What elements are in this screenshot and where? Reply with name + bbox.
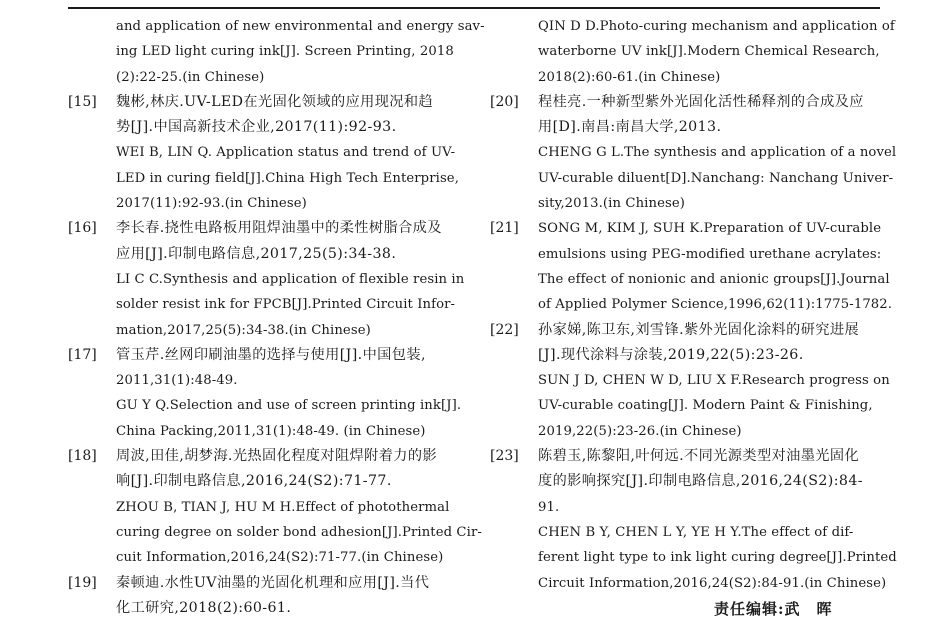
reference-number: [16]	[68, 220, 97, 237]
reference-line: [J].现代涂料与涂装,2019,22(5):23-26.	[538, 346, 804, 363]
reference-line: 管玉芹.丝网印刷油墨的选择与使用[J].中国包装,	[116, 346, 426, 363]
reference-line: ferent light type to ink light curing degree[J].Printed	[538, 550, 897, 566]
reference-line: 2018(2):60-61.(in Chinese)	[538, 69, 721, 85]
reference-number: [21]	[490, 220, 519, 237]
reference-line: (2):22-25.(in Chinese)	[116, 69, 265, 85]
reference-line: 程桂亮.一种新型紫外光固化活性稀释剂的合成及应	[538, 93, 864, 110]
reference-line: 响[J].印制电路信息,2016,24(S2):71-77.	[116, 473, 392, 490]
reference-line: sity,2013.(in Chinese)	[538, 196, 685, 212]
reference-line: 李长春.挠性电路板用阻焊油墨中的柔性树脂合成及	[116, 220, 442, 237]
reference-number: [17]	[68, 346, 97, 363]
reference-line: China Packing,2011,31(1):48-49. (in Chinese)	[116, 423, 426, 439]
reference-line: Circuit Information,2016,24(S2):84-91.(in Chinese)	[538, 575, 887, 591]
reference-line: 2011,31(1):48-49.	[116, 373, 238, 389]
reference-line: ing LED light curing ink[J]. Screen Printing, 2018	[116, 44, 454, 60]
reference-line: emulsions using PEG-modified urethane acrylates:	[538, 246, 882, 262]
left-column	[68, 14, 485, 621]
reference-line: curing degree on solder bond adhesion[J].Printed Cir-	[116, 524, 482, 540]
reference-line: LI C C.Synthesis and application of flexible resin in	[116, 271, 465, 287]
reference-entry	[490, 318, 900, 444]
reference-line: The effect of nonionic and anionic groups[J].Journal	[538, 271, 890, 287]
reference-number: [15]	[68, 93, 97, 110]
reference-entry	[490, 216, 900, 317]
reference-line: 秦顿迪.水性UV油墨的光固化机理和应用[J].当代	[116, 574, 430, 591]
reference-line: 陈碧玉,陈黎阳,叶何远.不同光源类型对油墨光固化	[538, 448, 860, 465]
right-column	[490, 14, 900, 596]
reference-line: 孙家娣,陈卫东,刘雪锋.紫外光固化涂料的研究进展	[538, 321, 860, 338]
reference-line: 91.	[538, 499, 560, 515]
reference-line: and application of new environmental and energy sav-	[116, 19, 485, 34]
reference-line: of Applied Polymer Science,1996,62(11):1775-1782.	[538, 297, 893, 313]
reference-line: CHEN B Y, CHEN L Y, YE H Y.The effect of dif-	[538, 524, 854, 540]
reference-line: 用[D].南昌:南昌大学,2013.	[538, 119, 722, 136]
reference-line: 魏彬,林庆.UV-LED在光固化领域的应用现况和趋	[116, 93, 434, 110]
reference-line: ZHOU B, TIAN J, HU M H.Effect of photothermal	[116, 499, 450, 515]
top-rule	[68, 7, 880, 9]
reference-line: SONG M, KIM J, SUH K.Preparation of UV-curable	[538, 221, 882, 237]
reference-number: [22]	[490, 321, 519, 338]
reference-line: 度的影响探究[J].印制电路信息,2016,24(S2):84-	[538, 473, 863, 490]
reference-line: 2019,22(5):23-26.(in Chinese)	[538, 423, 742, 439]
reference-number: [23]	[490, 448, 519, 465]
reference-line: mation,2017,25(5):34-38.(in Chinese)	[116, 322, 371, 338]
reference-entry	[490, 14, 900, 90]
reference-entry	[68, 444, 482, 570]
reference-number: [20]	[490, 93, 519, 110]
reference-line: GU Y Q.Selection and use of screen printing ink[J].	[116, 398, 462, 414]
reference-line: solder resist ink for FPCB[J].Printed Circuit Infor-	[116, 297, 456, 313]
reference-line: cuit Information,2016,24(S2):71-77.(in Chinese)	[116, 550, 444, 566]
reference-line: CHENG G L.The synthesis and application of a novel	[538, 145, 897, 161]
reference-line: 应用[J].印制电路信息,2017,25(5):34-38.	[116, 245, 397, 262]
reference-entry	[68, 90, 478, 216]
reference-line: 2017(11):92-93.(in Chinese)	[116, 196, 307, 212]
reference-entry	[68, 571, 478, 622]
reference-line: UV-curable coating[J]. Modern Paint & Finishing,	[538, 398, 873, 414]
reference-line: QIN D D.Photo-curing mechanism and application of	[538, 19, 895, 34]
reference-line: 化工研究,2018(2):60-61.	[116, 599, 292, 616]
responsible-editor: 责任编辑:武 晖	[714, 600, 833, 618]
reference-line: 周波,田佳,胡梦海.光热固化程度对阻焊附着力的影	[116, 448, 438, 465]
reference-number: [18]	[68, 448, 97, 465]
reference-line: waterborne UV ink[J].Modern Chemical Research,	[538, 44, 880, 60]
reference-entry	[68, 216, 478, 342]
reference-line: 势[J].中国高新技术企业,2017(11):92-93.	[116, 119, 397, 136]
reference-line: LED in curing field[J].China High Tech Enterprise,	[116, 170, 460, 186]
reference-line: SUN J D, CHEN W D, LIU X F.Research progress on	[538, 373, 890, 389]
reference-entry	[490, 444, 900, 596]
reference-number: [19]	[68, 574, 97, 591]
reference-entry	[68, 343, 478, 444]
reference-entry	[68, 14, 485, 90]
reference-line: WEI B, LIN Q. Application status and trend of UV-	[116, 145, 456, 161]
reference-entry	[490, 90, 900, 216]
reference-line: UV-curable diluent[D].Nanchang: Nanchang Univer-	[538, 170, 894, 186]
